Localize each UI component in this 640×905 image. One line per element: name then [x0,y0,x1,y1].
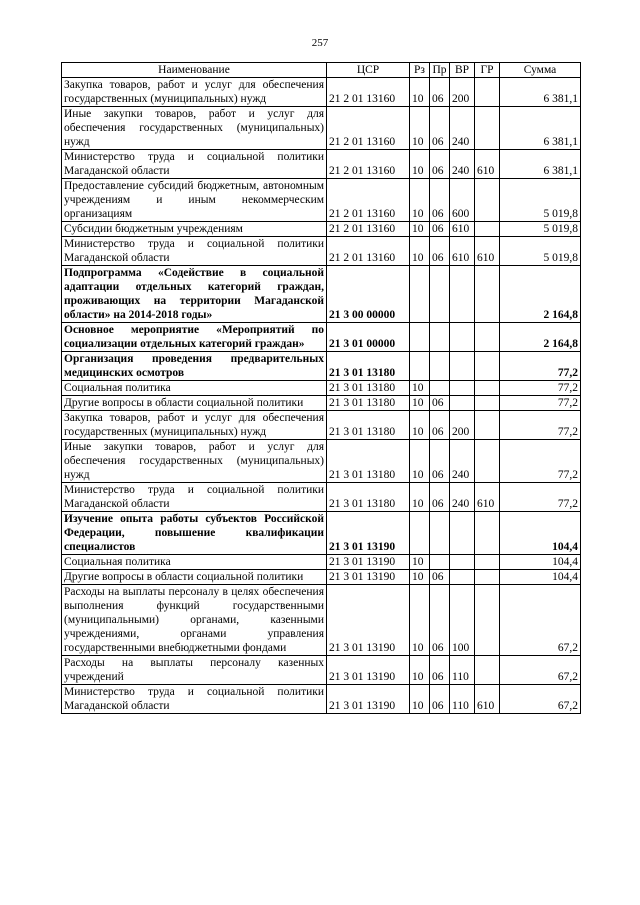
cell-csr: 21 3 01 13190 [327,555,410,570]
cell-gr [475,512,500,555]
cell-rz: 10 [410,222,430,237]
header-vr: ВР [450,63,475,78]
cell-csr: 21 3 01 13180 [327,411,410,440]
table-row [62,266,581,323]
cell-name: Расходы на выплаты персоналу в целях обеспечения выполнения функций государственными (муниципальными) органами, казенными учреждениями, органами управления государственными внебюджетными фондами [62,585,327,656]
cell-csr: 21 2 01 13160 [327,222,410,237]
cell-csr: 21 2 01 13160 [327,179,410,222]
cell-sum: 2 164,8 [500,323,581,352]
cell-gr: 610 [475,685,500,714]
cell-csr: 21 2 01 13160 [327,78,410,107]
cell-vr: 110 [450,685,475,714]
cell-sum: 104,4 [500,570,581,585]
cell-csr: 21 2 01 13160 [327,237,410,266]
cell-gr [475,179,500,222]
cell-name: Изучение опыта работы субъектов Российской Федерации, повышение квалификации специалистов [62,512,327,555]
budget-table [61,62,581,714]
table-row [62,381,581,396]
cell-vr [450,396,475,411]
cell-rz: 10 [410,78,430,107]
cell-sum: 77,2 [500,352,581,381]
cell-rz: 10 [410,179,430,222]
cell-rz: 10 [410,440,430,483]
table-row [62,352,581,381]
cell-csr: 21 3 01 13180 [327,352,410,381]
cell-pr: 06 [430,78,450,107]
cell-csr: 21 2 01 13160 [327,107,410,150]
header-csr: ЦСР [327,63,410,78]
cell-gr [475,411,500,440]
cell-pr: 06 [430,237,450,266]
table-row [62,483,581,512]
cell-vr [450,266,475,323]
table-row [62,512,581,555]
cell-name: Министерство труда и социальной политики Магаданской области [62,685,327,714]
header-gr: ГР [475,63,500,78]
cell-pr [430,555,450,570]
header-rz: Рз [410,63,430,78]
cell-vr: 200 [450,78,475,107]
cell-vr: 240 [450,483,475,512]
cell-sum: 5 019,8 [500,222,581,237]
cell-vr: 110 [450,656,475,685]
cell-gr: 610 [475,483,500,512]
cell-vr: 610 [450,237,475,266]
cell-gr [475,323,500,352]
table-row [62,323,581,352]
cell-vr [450,570,475,585]
cell-rz: 10 [410,411,430,440]
cell-vr [450,352,475,381]
cell-pr: 06 [430,396,450,411]
cell-gr [475,352,500,381]
cell-rz: 10 [410,237,430,266]
cell-name: Подпрограмма «Содействие в социальной адаптации отдельных категорий граждан, проживающих на территории Магаданской области» на 2014-2018 годы» [62,266,327,323]
cell-name: Министерство труда и социальной политики Магаданской области [62,483,327,512]
cell-rz: 10 [410,150,430,179]
cell-sum: 104,4 [500,512,581,555]
cell-name: Иные закупки товаров, работ и услуг для обеспечения государственных (муниципальных) нужд [62,107,327,150]
cell-csr: 21 3 01 13180 [327,483,410,512]
header-name: Наименование [62,63,327,78]
cell-csr: 21 3 00 00000 [327,266,410,323]
cell-gr [475,266,500,323]
cell-rz [410,352,430,381]
cell-pr: 06 [430,585,450,656]
cell-gr [475,656,500,685]
cell-vr: 240 [450,107,475,150]
cell-vr: 100 [450,585,475,656]
cell-rz: 10 [410,381,430,396]
cell-vr: 240 [450,150,475,179]
cell-sum: 6 381,1 [500,150,581,179]
table-row [62,150,581,179]
cell-vr: 200 [450,411,475,440]
cell-vr: 600 [450,179,475,222]
cell-gr [475,555,500,570]
table-row [62,570,581,585]
cell-sum: 77,2 [500,483,581,512]
cell-rz: 10 [410,685,430,714]
cell-rz: 10 [410,483,430,512]
cell-csr: 21 2 01 13160 [327,150,410,179]
cell-pr [430,323,450,352]
cell-name: Министерство труда и социальной политики Магаданской области [62,237,327,266]
cell-name: Министерство труда и социальной политики Магаданской области [62,150,327,179]
cell-csr: 21 3 01 00000 [327,323,410,352]
cell-pr [430,381,450,396]
table-row [62,179,581,222]
cell-sum: 104,4 [500,555,581,570]
cell-gr [475,396,500,411]
cell-pr: 06 [430,570,450,585]
page-number: 257 [311,37,329,49]
cell-gr [475,585,500,656]
cell-name: Субсидии бюджетным учреждениям [62,222,327,237]
cell-rz: 10 [410,656,430,685]
cell-csr: 21 3 01 13190 [327,570,410,585]
cell-csr: 21 3 01 13190 [327,512,410,555]
cell-gr [475,440,500,483]
cell-gr [475,222,500,237]
cell-sum: 6 381,1 [500,78,581,107]
cell-name: Социальная политика [62,555,327,570]
cell-gr [475,381,500,396]
cell-rz: 10 [410,585,430,656]
table-row [62,585,581,656]
cell-csr: 21 3 01 13190 [327,685,410,714]
table-row [62,411,581,440]
header-sum: Сумма [500,63,581,78]
cell-rz: 10 [410,570,430,585]
cell-csr: 21 3 01 13180 [327,396,410,411]
cell-pr: 06 [430,483,450,512]
cell-vr: 240 [450,440,475,483]
table-row [62,555,581,570]
cell-sum: 6 381,1 [500,107,581,150]
cell-vr [450,323,475,352]
cell-sum: 77,2 [500,440,581,483]
table-row [62,222,581,237]
table-row [62,107,581,150]
cell-name: Социальная политика [62,381,327,396]
cell-rz: 10 [410,555,430,570]
cell-vr [450,512,475,555]
cell-name: Расходы на выплаты персоналу казенных учреждений [62,656,327,685]
table-row [62,440,581,483]
cell-gr [475,570,500,585]
cell-name: Другие вопросы в области социальной политики [62,570,327,585]
cell-csr: 21 3 01 13180 [327,381,410,396]
cell-gr [475,78,500,107]
cell-pr: 06 [430,440,450,483]
cell-vr [450,555,475,570]
cell-sum: 67,2 [500,656,581,685]
cell-csr: 21 3 01 13190 [327,656,410,685]
cell-sum: 67,2 [500,585,581,656]
cell-pr [430,512,450,555]
cell-pr: 06 [430,150,450,179]
cell-name: Основное мероприятие «Мероприятий по социализации отдельных категорий граждан» [62,323,327,352]
cell-rz: 10 [410,396,430,411]
cell-pr: 06 [430,107,450,150]
cell-pr: 06 [430,222,450,237]
cell-pr [430,266,450,323]
table-row [62,656,581,685]
cell-gr: 610 [475,237,500,266]
cell-pr [430,352,450,381]
table-row [62,237,581,266]
cell-gr: 610 [475,150,500,179]
cell-pr: 06 [430,179,450,222]
cell-name: Иные закупки товаров, работ и услуг для обеспечения государственных (муниципальных) нужд [62,440,327,483]
cell-sum: 77,2 [500,381,581,396]
cell-rz [410,266,430,323]
cell-name: Закупка товаров, работ и услуг для обеспечения государственных (муниципальных) нужд [62,78,327,107]
cell-sum: 77,2 [500,411,581,440]
cell-name: Организация проведения предварительных медицинских осмотров [62,352,327,381]
cell-name: Другие вопросы в области социальной политики [62,396,327,411]
cell-rz [410,323,430,352]
cell-vr [450,381,475,396]
table-row [62,78,581,107]
cell-pr: 06 [430,411,450,440]
table-row [62,685,581,714]
cell-vr: 610 [450,222,475,237]
cell-sum: 67,2 [500,685,581,714]
table-row [62,396,581,411]
cell-pr: 06 [430,656,450,685]
cell-gr [475,107,500,150]
cell-sum: 2 164,8 [500,266,581,323]
cell-rz [410,512,430,555]
cell-rz: 10 [410,107,430,150]
cell-sum: 5 019,8 [500,237,581,266]
cell-name: Закупка товаров, работ и услуг для обеспечения государственных (муниципальных) нужд [62,411,327,440]
cell-csr: 21 3 01 13180 [327,440,410,483]
cell-csr: 21 3 01 13190 [327,585,410,656]
header-pr: Пр [430,63,450,78]
cell-pr: 06 [430,685,450,714]
cell-name: Предоставление субсидий бюджетным, автономным учреждениям и иным некоммерческим организациям [62,179,327,222]
cell-sum: 77,2 [500,396,581,411]
table-header-row [62,63,581,78]
cell-sum: 5 019,8 [500,179,581,222]
